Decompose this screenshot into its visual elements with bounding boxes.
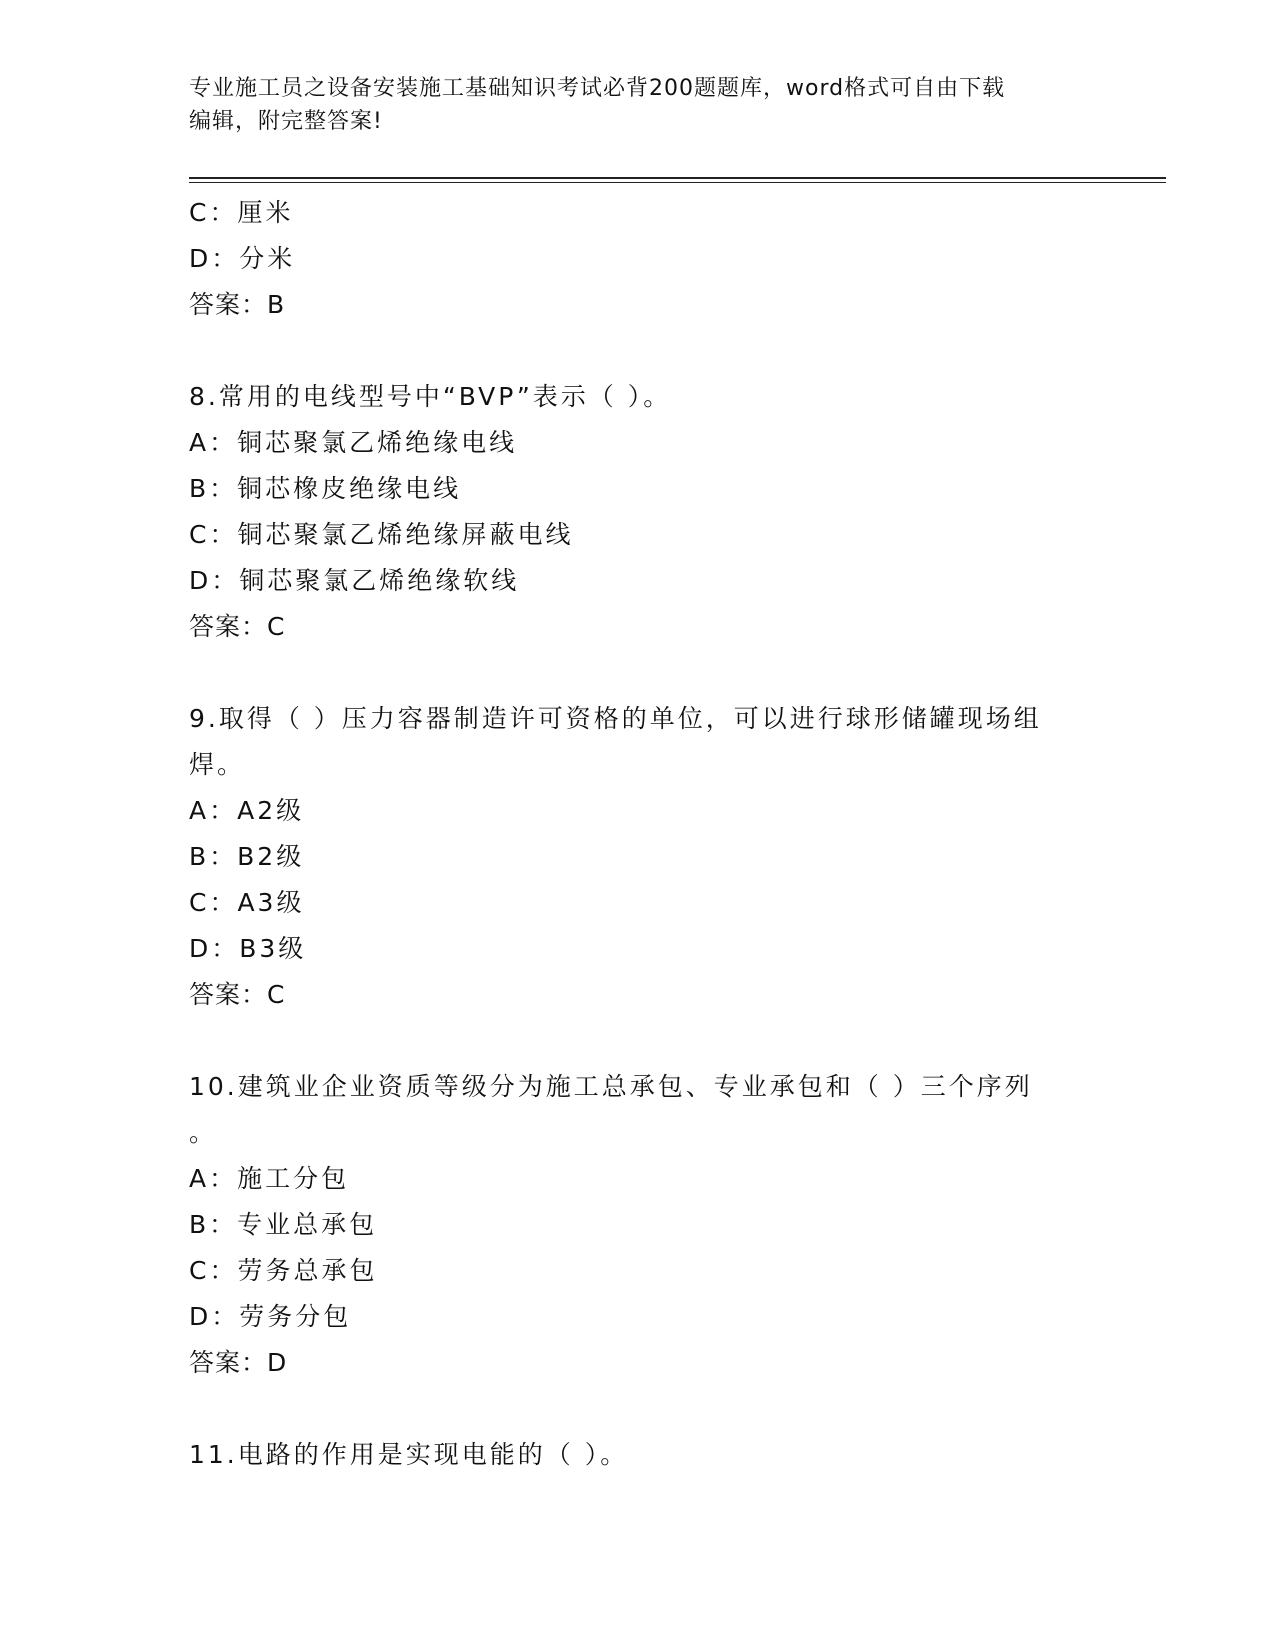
question-list [189, 190, 1089, 1478]
header-title-line-1: 专业施工员之设备安装施工基础知识考试必背200题题库，word格式可自由下载 [189, 76, 1006, 101]
question-8 [189, 374, 1089, 650]
option-a: A：A2级 [189, 796, 305, 825]
option-b: B：B2级 [189, 842, 305, 871]
spacer [189, 1018, 1089, 1064]
question-text-line-1: 10.建筑业企业资质等级分为施工总承包、专业承包和（ ）三个序列 [189, 1072, 1033, 1101]
question-text-line-1: 9.取得（ ）压力容器制造许可资格的单位，可以进行球形储罐现场组 [189, 704, 1042, 733]
answer: 答案：D [189, 1348, 288, 1377]
header-divider-top [189, 177, 1166, 179]
question-9 [189, 696, 1089, 1018]
question-text-line-2: 。 [189, 1118, 218, 1147]
header-title-line-2: 编辑，附完整答案! [189, 109, 383, 134]
answer: 答案：B [189, 290, 286, 319]
document-header [189, 72, 1089, 138]
question-7-continued [189, 190, 1089, 328]
option-a: A：铜芯聚氯乙烯绝缘电线 [189, 428, 518, 457]
question-text-line-2: 焊。 [189, 750, 246, 779]
option-d: D：劳务分包 [189, 1302, 352, 1331]
answer: 答案：C [189, 980, 286, 1009]
option-c: C：铜芯聚氯乙烯绝缘屏蔽电线 [189, 520, 574, 549]
question-text: 11.电路的作用是实现电能的（ ）。 [189, 1440, 629, 1469]
question-11 [189, 1432, 1089, 1478]
option-d: D：铜芯聚氯乙烯绝缘软线 [189, 566, 520, 595]
spacer [189, 1386, 1089, 1432]
option-c: C：A3级 [189, 888, 305, 917]
option-c: C：厘米 [189, 198, 294, 227]
question-10 [189, 1064, 1089, 1386]
spacer [189, 650, 1089, 696]
option-c: C：劳务总承包 [189, 1256, 378, 1285]
option-a: A：施工分包 [189, 1164, 350, 1193]
option-b: B：专业总承包 [189, 1210, 378, 1239]
header-divider-bottom [189, 182, 1166, 183]
option-d: D：B3级 [189, 934, 307, 963]
option-d: D：分米 [189, 244, 296, 273]
answer: 答案：C [189, 612, 286, 641]
option-b: B：铜芯橡皮绝缘电线 [189, 474, 462, 503]
spacer [189, 328, 1089, 374]
question-text: 8.常用的电线型号中“BVP”表示（ ）。 [189, 382, 672, 411]
